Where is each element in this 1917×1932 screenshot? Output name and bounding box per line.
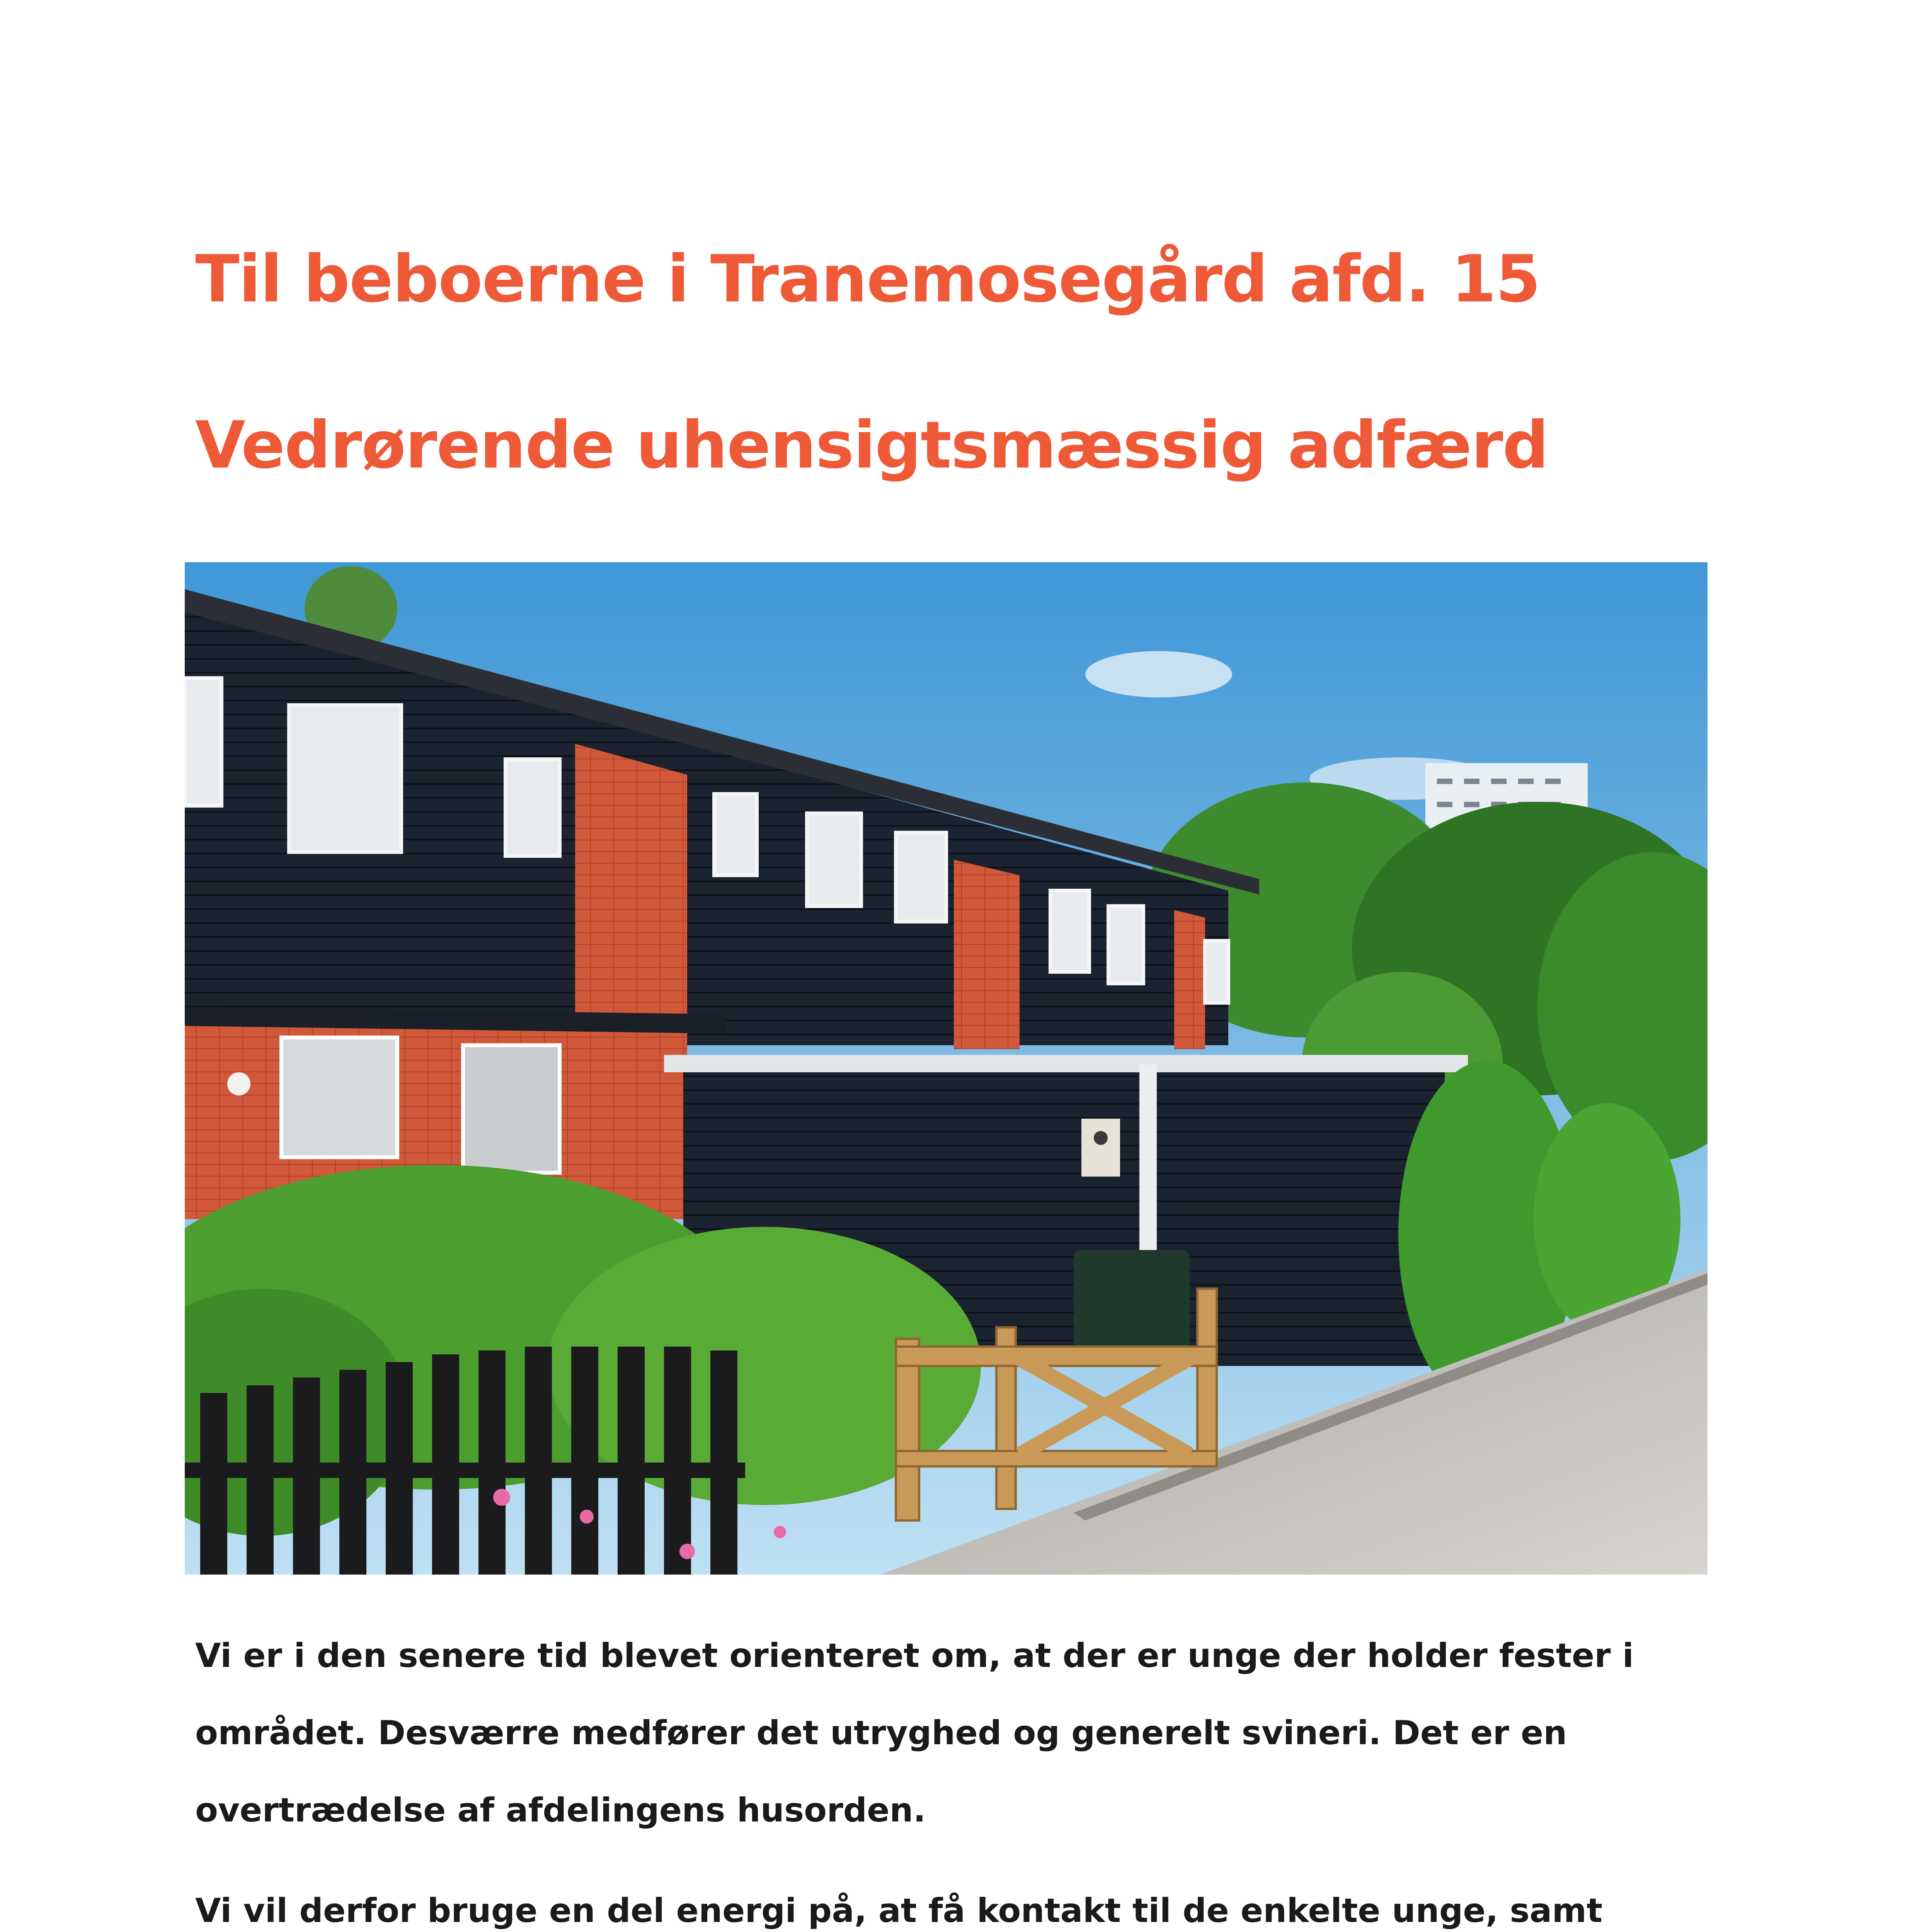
paragraph-parties-report: Vi er i den senere tid blevet orienteret om, at der er unge der holder fester i området. Desværre medfører det utryghed og generelt svineri. Det er en overtrædelse af afdelingens husorden.: [195, 1636, 1634, 1830]
photo-row-houses: [185, 562, 1708, 1575]
paragraph-contact-youths: Vi vil derfor bruge en del energi på, at få kontakt til de enkelte unge, samt: [195, 1891, 1603, 1930]
heading-subject: Vedrørende uhensigtsmæssig adfærd: [195, 407, 1548, 483]
heading-recipients: Til beboerne i Tranemosegård afd. 15: [195, 241, 1540, 317]
